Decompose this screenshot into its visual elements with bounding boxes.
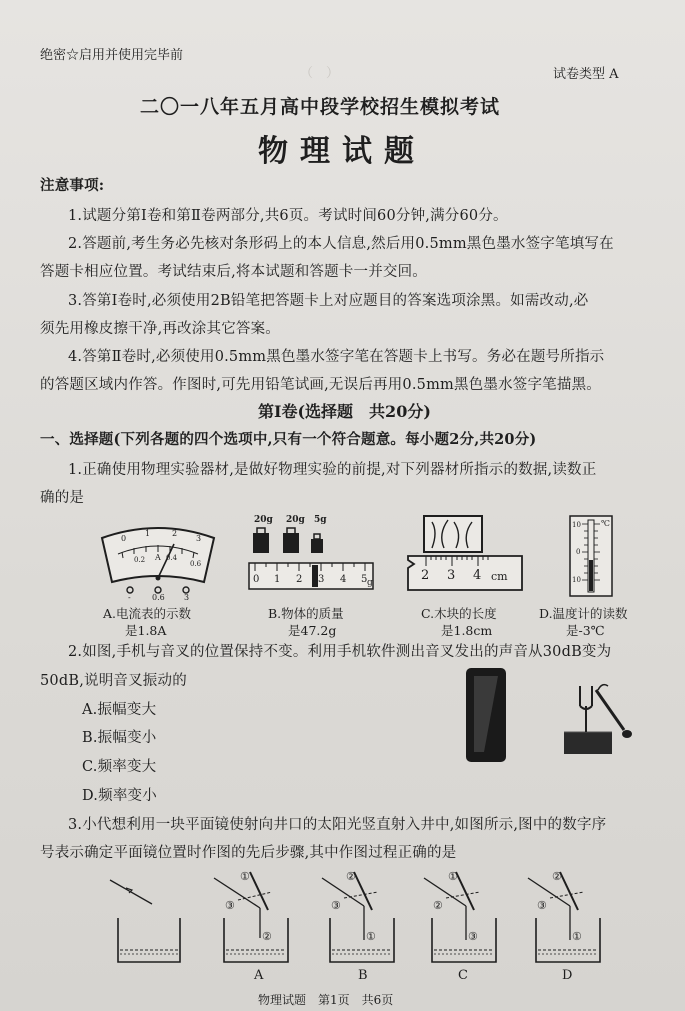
c-step-1: ①: [448, 870, 458, 883]
q3-option-a: A: [254, 968, 264, 983]
ammeter-subtick-1: 0.2: [134, 556, 146, 564]
ruler-tick-1: 1: [274, 574, 281, 585]
well-diagram-d: [528, 872, 600, 962]
ammeter-terminal-neg: -: [128, 593, 131, 602]
phone-tuning-fork-figure: [464, 666, 634, 766]
q1-stem-cont: 确的是: [40, 490, 85, 506]
q2-option-b: B.振幅变小: [82, 730, 157, 746]
bleed-through-text: （ ）: [300, 66, 340, 81]
exam-title: 二〇一八年五月高中段学校招生模拟考试: [140, 96, 501, 118]
q3-option-b: B: [358, 968, 368, 983]
part1-title: 第Ⅰ卷(选择题 共20分): [258, 402, 431, 421]
ruler-tick-4: 4: [340, 574, 347, 585]
block-ruler-unit: cm: [491, 570, 508, 583]
q2-stem-cont: 50dB,说明音叉振动的: [40, 673, 187, 689]
b-step-3: ③: [331, 899, 341, 912]
ruler-tick-3: 3: [318, 574, 325, 585]
well-base-diagram: [110, 880, 180, 962]
wood-block-figure: [404, 512, 526, 596]
well-diagram-a: [214, 872, 288, 962]
q2-stem: 2.如图,手机与音叉的位置保持不变。利用手机软件测出音叉发出的声音从30dB变为: [68, 644, 612, 660]
q1-option-b-value: 是47.2g: [288, 623, 337, 638]
secret-label: 绝密☆启用并使用完毕前: [40, 48, 184, 63]
c-step-3: ③: [468, 930, 478, 943]
q1-option-a: A.电流表的示数: [103, 606, 192, 621]
ammeter-subtick-3: 0.6: [190, 560, 202, 568]
q2-option-d: D.频率变小: [82, 788, 157, 804]
q1-option-d-value: 是-3℃: [566, 623, 605, 638]
subject-title: 物理试题: [258, 134, 426, 169]
ammeter-terminal-3: 3: [184, 593, 190, 602]
q3-stem-cont: 号表示确定平面镜位置时作图的先后步骤,其中作图过程正确的是: [40, 845, 457, 861]
q1-stem: 1.正确使用物理实验器材,是做好物理实验的前提,对下列器材所指示的数据,读数正: [68, 462, 597, 478]
a-step-1: ①: [240, 870, 250, 883]
well-diagram-c: [424, 872, 496, 962]
q1-option-c: C.木块的长度: [421, 606, 497, 621]
q3-stem: 3.小代想利用一块平面镜使射向井口的太阳光竖直射入井中,如图所示,图中的数字序: [68, 817, 607, 833]
block-ruler-tick-4: 4: [473, 568, 482, 583]
ruler-tick-0: 0: [253, 574, 260, 585]
page-footer: 物理试题 第1页 共6页: [258, 993, 394, 1007]
section-heading: 一、选择题(下列各题的四个选项中,只有一个符合题意。每小题2分,共20分): [40, 431, 537, 448]
q3-option-d: D: [562, 968, 573, 983]
ammeter-terminal-06: 0.6: [152, 593, 165, 602]
thermo-label-mid: 0: [576, 548, 581, 556]
b-step-2: ②: [346, 870, 356, 883]
d-step-3: ③: [537, 899, 547, 912]
well-mirror-diagrams: [108, 870, 628, 970]
ruler-tick-5: 5: [361, 574, 368, 585]
notice-item-3: 3.答第Ⅰ卷时,必须使用2B铅笔把答题卡上对应题目的答案选项涂黑。如需改动,必: [68, 293, 589, 309]
d-step-2: ②: [552, 870, 562, 883]
ruler-unit: g: [367, 578, 373, 588]
block-ruler-tick-3: 3: [447, 568, 456, 583]
weights-ruler-figure: [247, 525, 377, 595]
ammeter-subtick-2: 0.4: [166, 554, 178, 562]
ammeter-tick-0: 0: [121, 534, 127, 543]
notice-item-2-cont: 答题卡相应位置。考试结束后,将本试题和答题卡一并交回。: [40, 264, 428, 280]
a-step-3: ③: [225, 899, 235, 912]
q1-option-c-value: 是1.8cm: [441, 623, 493, 638]
q3-option-c: C: [458, 968, 468, 983]
b-step-1: ①: [366, 930, 376, 943]
q1-option-d: D.温度计的读数: [539, 606, 628, 621]
notice-heading: 注意事项:: [40, 177, 105, 194]
block-ruler-tick-2: 2: [421, 568, 430, 583]
thermo-label-bottom: 10: [572, 576, 581, 584]
a-step-2: ②: [262, 930, 272, 943]
ruler-tick-2: 2: [296, 574, 303, 585]
thermo-label-top: 10: [572, 521, 581, 529]
paper-type-label: 试卷类型 A: [553, 67, 619, 82]
q2-option-a: A.振幅变大: [82, 702, 157, 718]
ammeter-tick-2: 2: [172, 529, 178, 538]
notice-item-4: 4.答第Ⅱ卷时,必须使用0.5mm黑色墨水签字笔在答题卡上书写。务必在题号所指示: [68, 349, 605, 365]
notice-item-4-cont: 的答题区域内作答。作图时,可先用铅笔试画,无误后再用0.5mm黑色墨水签字笔描黑。: [40, 377, 601, 393]
notice-item-3-cont: 须先用橡皮擦干净,再改涂其它答案。: [40, 321, 281, 337]
weight-label-3: 5g: [314, 515, 327, 525]
c-step-2: ②: [433, 899, 443, 912]
weight-label-1: 20g: [254, 515, 273, 525]
ammeter-unit: A: [155, 553, 161, 562]
ammeter-tick-3: 3: [196, 534, 202, 543]
d-step-1: ①: [572, 930, 582, 943]
well-diagram-b: [322, 872, 394, 962]
q2-option-c: C.频率变大: [82, 759, 157, 775]
thermo-unit: ℃: [601, 519, 610, 528]
q1-option-b: B.物体的质量: [268, 606, 344, 621]
notice-item-2: 2.答题前,考生务必先核对条形码上的本人信息,然后用0.5mm黑色墨水签字笔填写在: [68, 236, 614, 252]
notice-item-1: 1.试题分第Ⅰ卷和第Ⅱ卷两部分,共6页。考试时间60分钟,满分60分。: [68, 208, 508, 224]
q1-option-a-value: 是1.8A: [125, 623, 167, 638]
weight-label-2: 20g: [286, 515, 305, 525]
ammeter-tick-1: 1: [145, 529, 151, 538]
